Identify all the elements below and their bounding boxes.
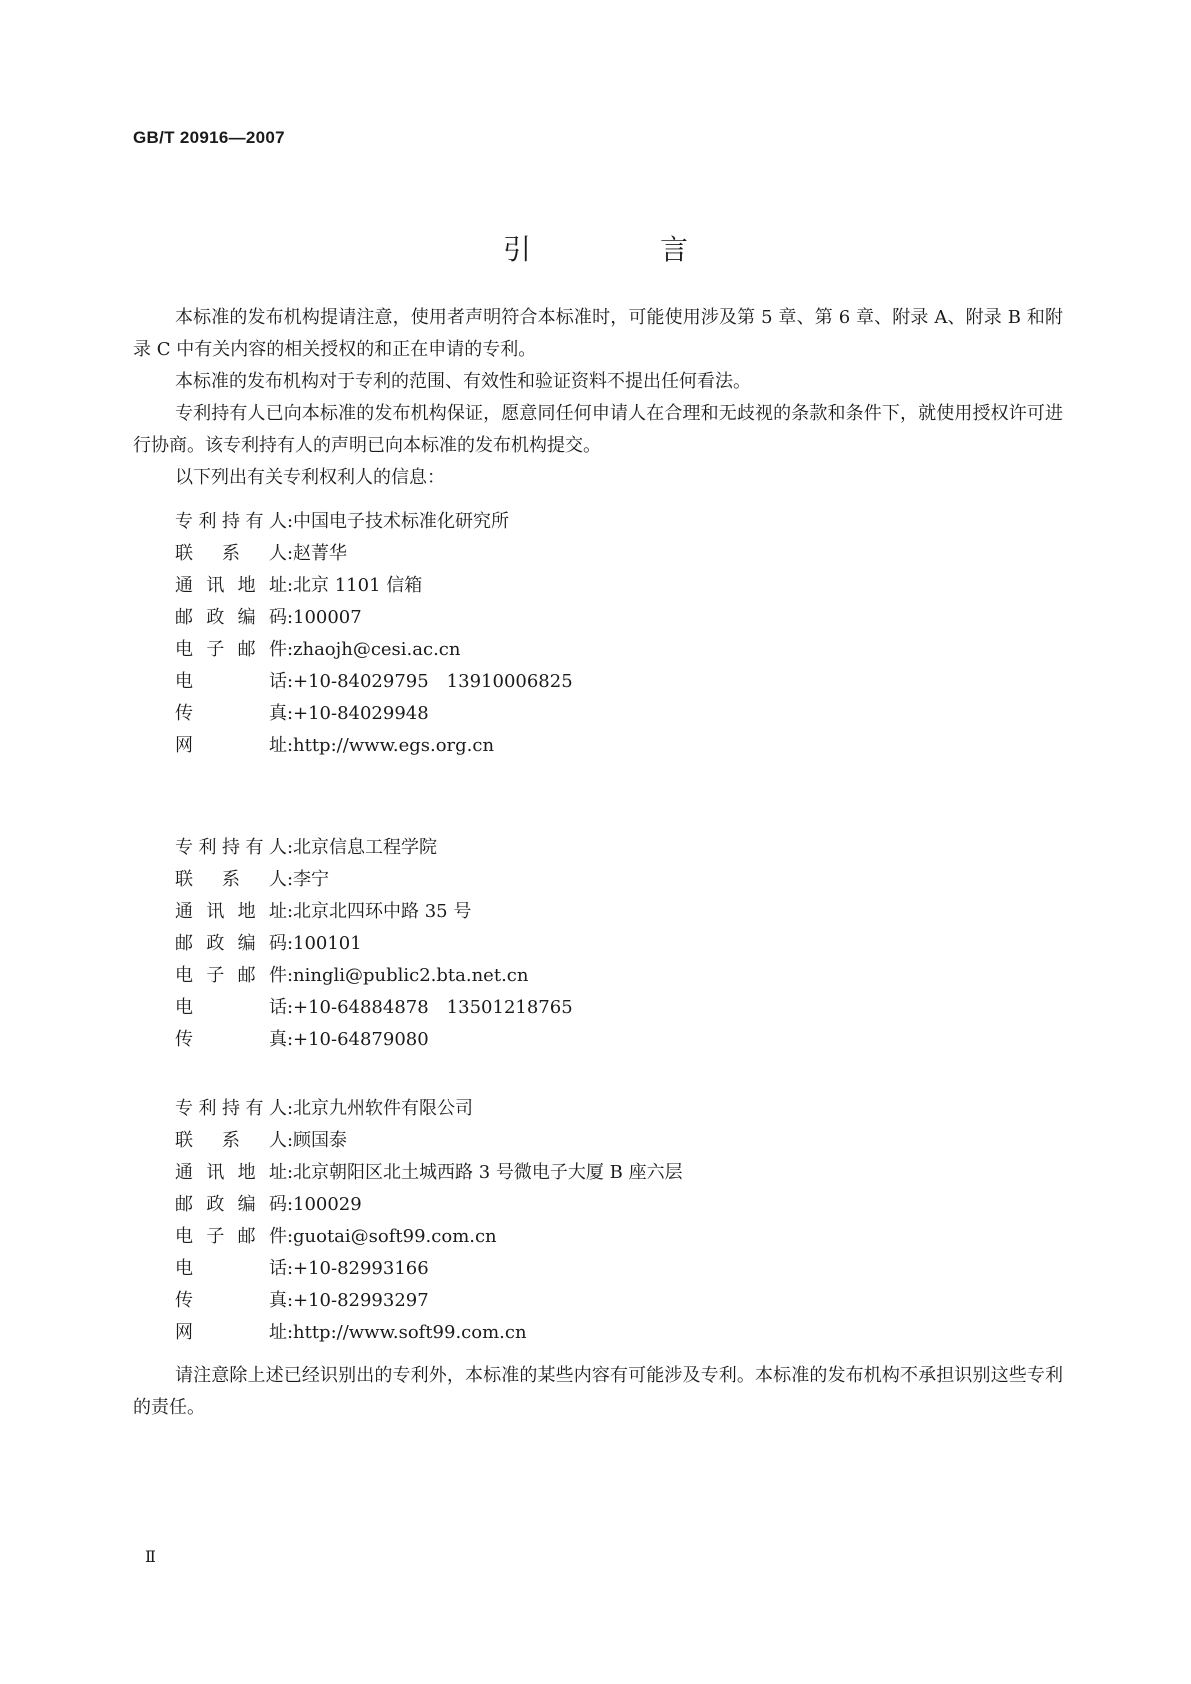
postcode-label: 邮政编码	[175, 607, 287, 628]
contact-row: 联 系 人:李宁	[175, 864, 573, 896]
address-value: 北京北四环中路 35 号	[293, 901, 472, 922]
address-row: 通讯地址:北京北四环中路 35 号	[175, 896, 573, 928]
email-row: 电子邮件:ningli@public2.bta.net.cn	[175, 960, 573, 992]
website-row: 网 址:http://www.egs.org.cn	[175, 730, 573, 762]
phone-row: 电 话:+10-84029795 13910006825	[175, 666, 573, 698]
address-label: 通讯地址	[175, 901, 287, 922]
holder-value: 北京九州软件有限公司	[293, 1098, 473, 1119]
intro-paragraph-3: 专利持有人已向本标准的发布机构保证，愿意同任何申请人在合理和无歧视的条款和条件下，就使用授权许可进行协商。该专利持有人的声明已向本标准的发布机构提交。	[133, 403, 1063, 456]
patent-holder-block-1	[175, 506, 573, 762]
holder-label: 专利持有人	[175, 1098, 287, 1119]
email-value: ningli@public2.bta.net.cn	[293, 965, 529, 986]
fax-row: 传 真:+10-82993297	[175, 1285, 683, 1317]
email-row: 电子邮件:guotai@soft99.com.cn	[175, 1221, 683, 1253]
website-value: http://www.soft99.com.cn	[293, 1322, 527, 1343]
address-row: 通讯地址:北京 1101 信箱	[175, 570, 573, 602]
fax-row: 传 真:+10-64879080	[175, 1024, 573, 1056]
fax-label: 传 真	[175, 703, 287, 724]
email-label: 电子邮件	[175, 965, 287, 986]
intro-paragraph-1: 本标准的发布机构提请注意，使用者声明符合本标准时，可能使用涉及第 5 章、第 6 章、附录 A、附录 B 和附录 C 中有关内容的相关授权的和正在申请的专利。	[133, 307, 1063, 360]
address-row: 通讯地址:北京朝阳区北土城西路 3 号微电子大厦 B 座六层	[175, 1157, 683, 1189]
fax-value: +10-84029948	[293, 703, 429, 724]
postcode-value: 100101	[293, 933, 362, 954]
contact-value: 顾国泰	[293, 1130, 347, 1151]
email-value: zhaojh@cesi.ac.cn	[293, 639, 461, 660]
holder-row: 专利持有人:中国电子技术标准化研究所	[175, 506, 573, 538]
contact-label: 联 系 人	[175, 543, 287, 564]
holder-value: 北京信息工程学院	[293, 837, 437, 858]
intro-paragraph-4: 以下列出有关专利权利人的信息：	[175, 467, 445, 488]
contact-value: 李宁	[293, 869, 329, 890]
website-row: 网 址:http://www.soft99.com.cn	[175, 1317, 683, 1349]
postcode-row: 邮政编码:100029	[175, 1189, 683, 1221]
email-row: 电子邮件:zhaojh@cesi.ac.cn	[175, 634, 573, 666]
fax-row: 传 真:+10-84029948	[175, 698, 573, 730]
postcode-row: 邮政编码:100007	[175, 602, 573, 634]
holder-row: 专利持有人:北京九州软件有限公司	[175, 1093, 683, 1125]
contact-row: 联 系 人:赵菁华	[175, 538, 573, 570]
patent-holder-block-3	[175, 1093, 683, 1349]
fax-label: 传 真	[175, 1290, 287, 1311]
patent-holder-block-2	[175, 832, 573, 1056]
contact-label: 联 系 人	[175, 1130, 287, 1151]
address-label: 通讯地址	[175, 575, 287, 596]
contact-value: 赵菁华	[293, 543, 347, 564]
address-label: 通讯地址	[175, 1162, 287, 1183]
postcode-value: 100029	[293, 1194, 362, 1215]
fax-label: 传 真	[175, 1029, 287, 1050]
email-label: 电子邮件	[175, 639, 287, 660]
address-value: 北京 1101 信箱	[293, 575, 423, 596]
email-value: guotai@soft99.com.cn	[293, 1226, 497, 1247]
fax-value: +10-82993297	[293, 1290, 429, 1311]
postcode-label: 邮政编码	[175, 1194, 287, 1215]
postcode-row: 邮政编码:100101	[175, 928, 573, 960]
intro-paragraph-2: 本标准的发布机构对于专利的范围、有效性和验证资料不提出任何看法。	[175, 371, 751, 392]
phone-label: 电 话	[175, 1258, 287, 1279]
phone-label: 电 话	[175, 671, 287, 692]
standard-code: GB/T 20916—2007	[133, 128, 285, 147]
page-number: Ⅱ	[145, 1547, 156, 1566]
postcode-value: 100007	[293, 607, 362, 628]
phone-row: 电 话:+10-82993166	[175, 1253, 683, 1285]
postcode-label: 邮政编码	[175, 933, 287, 954]
contact-label: 联 系 人	[175, 869, 287, 890]
website-label: 网 址	[175, 1322, 287, 1343]
holder-label: 专利持有人	[175, 511, 287, 532]
phone-value: +10-84029795 13910006825	[293, 671, 573, 692]
website-value: http://www.egs.org.cn	[293, 735, 495, 756]
holder-row: 专利持有人:北京信息工程学院	[175, 832, 573, 864]
phone-value: +10-82993166	[293, 1258, 429, 1279]
page-title: 引 言	[503, 233, 748, 266]
fax-value: +10-64879080	[293, 1029, 429, 1050]
holder-label: 专利持有人	[175, 837, 287, 858]
email-label: 电子邮件	[175, 1226, 287, 1247]
phone-label: 电 话	[175, 997, 287, 1018]
address-value: 北京朝阳区北土城西路 3 号微电子大厦 B 座六层	[293, 1162, 683, 1183]
phone-row: 电 话:+10-64884878 13501218765	[175, 992, 573, 1024]
holder-value: 中国电子技术标准化研究所	[293, 511, 509, 532]
closing-paragraph: 请注意除上述已经识别出的专利外，本标准的某些内容有可能涉及专利。本标准的发布机构不承担识别这些专利的责任。	[133, 1365, 1063, 1418]
website-label: 网 址	[175, 735, 287, 756]
phone-value: +10-64884878 13501218765	[293, 997, 573, 1018]
contact-row: 联 系 人:顾国泰	[175, 1125, 683, 1157]
